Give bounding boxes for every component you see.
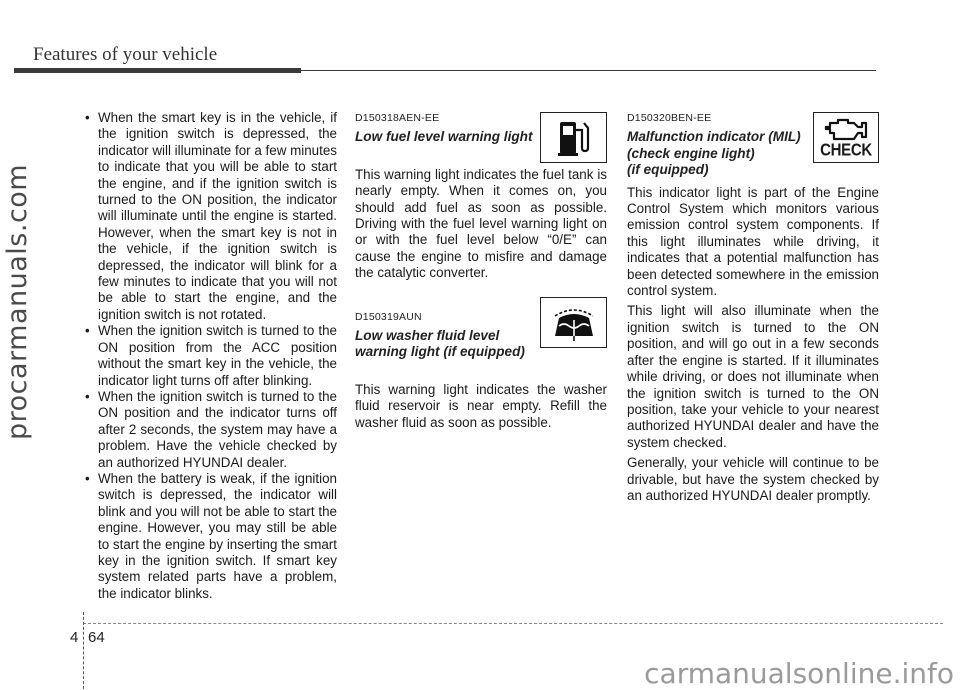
mil-paragraph-2: This light will also illuminate when the ignition switch is turned to the ON position, and will go out in a few seconds after the engine is started. If it illuminates while driving, or does not illuminate when the ignition switch is turned to the ON position, take your vehicle to your nearest authorized HYUNDAI dealer and have the system checked. xyxy=(627,303,879,450)
mil-section xyxy=(627,110,879,504)
header-rule-thin xyxy=(301,70,876,71)
mil-heading-line-2: (check engine light) xyxy=(627,145,755,161)
fuel-warning-section xyxy=(355,110,607,282)
washer-section-code: D150319AUN xyxy=(355,310,422,323)
bullet-item: • When the ignition switch is turned to the ON position from the ACC position without the smart key in the vehicle, the indicator light turns off after blinking. xyxy=(85,323,337,389)
bullet-item: • When the ignition switch is turned to the ON position and the indicator turns off after 2 seconds, the system may have a problem. Have the vehicle checked by an authorized HYUNDAI dealer. xyxy=(85,389,337,471)
header-rule-thick xyxy=(14,68,301,73)
mil-heading-line-3: (if equipped) xyxy=(627,162,709,178)
check-engine-icon xyxy=(813,112,879,163)
page-number: 64 xyxy=(88,629,105,646)
washer-warning-section xyxy=(355,309,607,431)
mil-paragraph-3: Generally, your vehicle will continue to be drivable, but have the system checked by an authorized HYUNDAI dealer promptly. xyxy=(627,455,879,503)
washer-section-body: This warning light indicates the washer fluid reservoir is near empty. Refill the washer fluid as soon as possible. xyxy=(355,381,607,430)
fuel-section-heading: Low fuel level warning light xyxy=(355,129,533,145)
bullet-item: • When the smart key is in the vehicle, if the ignition switch is depressed, the indicator will illuminate for a few minutes to indicate that you will be able to start the engine, and if the ignition switch is turned to the ON position, the indicator will illuminate until the engine is started. However, when the smart key is not in the vehicle, if the ignition switch is depressed, the indicator will blink for a few minutes to indicate that you will not be able to start the engine, and the ignition switch is not rotated. xyxy=(85,110,337,323)
washer-fluid-icon xyxy=(540,297,607,348)
mil-section-code: D150320BEN-EE xyxy=(627,112,712,124)
fuel-pump-icon xyxy=(540,112,607,163)
bullet-item: • When the battery is weak, if the ignition switch is depressed, the indicator will blink and you will not be able to start the engine. However, you may still be able to start the engine by inserting the smart key in the ignition switch. If smart key system related parts have a problem, the indicator blinks. xyxy=(85,471,337,602)
column-2 xyxy=(355,110,607,431)
check-label: CHECK xyxy=(820,140,872,161)
footer-rule xyxy=(83,623,943,624)
column-3 xyxy=(627,110,879,504)
washer-heading-line-1: Low washer fluid level xyxy=(355,328,500,344)
mil-heading-line-1: Malfunction indicator (MIL) xyxy=(627,129,801,145)
side-watermark: procarmanuals.com xyxy=(2,163,33,440)
washer-heading-line-2: warning light (if equipped) xyxy=(355,344,525,360)
fuel-section-code: D150318AEN-EE xyxy=(355,112,440,124)
header-title: Features of your vehicle xyxy=(33,44,218,65)
column-1 xyxy=(85,110,337,602)
smart-key-bullet-list xyxy=(85,110,337,602)
chapter-number: 4 xyxy=(70,629,79,646)
bottom-watermark: carmanualsonline.info xyxy=(644,657,954,690)
fuel-section-body: This warning light indicates the fuel tank is nearly empty. When it comes on, you should add fuel as soon as possible. Driving with the fuel level warning light on or with the fuel level below “0/E” can cause the engine to misfire and damage the catalytic converter. xyxy=(355,166,607,281)
mil-paragraph-1: This indicator light is part of the Engine Control System which monitors various emission control system components. If this light illuminates while driving, it indicates that a potential malfunction has been detected somewhere in the emission control system. xyxy=(627,184,879,299)
footer-divider xyxy=(83,612,84,689)
